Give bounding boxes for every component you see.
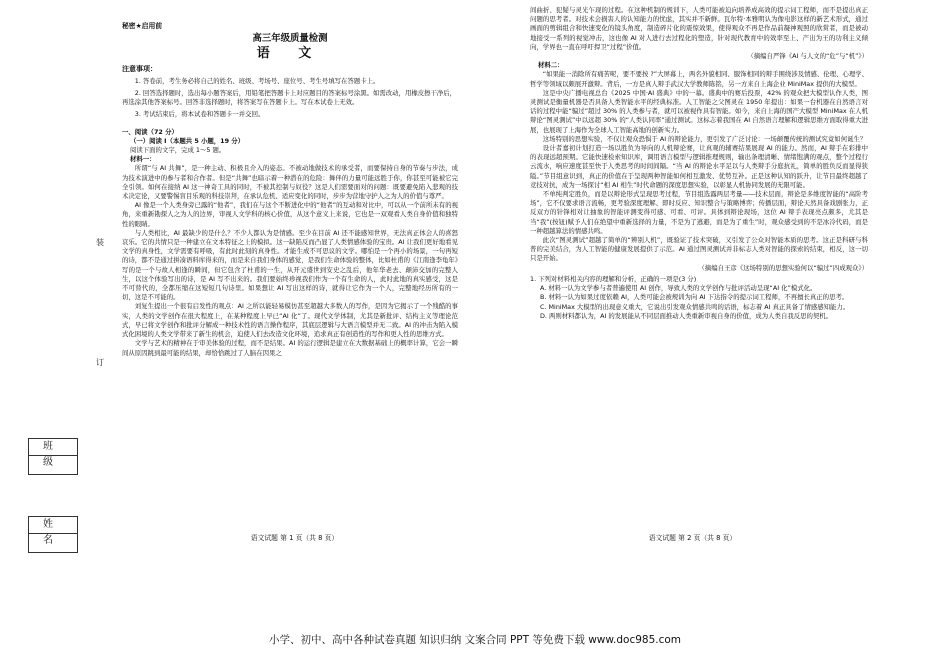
passage-paragraph: 与人类相比，AI 最缺少的是什么？不少人都认为是情感。至少在目前 AI 还不能感知世界，无法真正体会人的喜怒哀乐。它的共情只是一种建立在文本特征之上的模拟。这一缺陷反而凸显了人类情感体验的宝贵。AI 让我们更好地看见文学的真身性，文学需要有呼吸，有此时此刻的真身性。才能生成不可思议的文学。哪怕是一个再小的场景，一句再短的诗，都不是通过拼凑语料库得来的，而是来自我们身体的感觉，是我们生命体验的整体，比如杜甫的《江南逢李龟年》写的是一个与故人相逢的瞬间，但它包含了杜甫的一生，从开元盛世到安史之乱后，他年华老去、颠沛交加的完整人生，以这个体验写出的诗，是 AI 写不出来的。我们要始终珍视我们作为一个有生命的人，此时此地的真实感受，这是不可替代的，全都压缩在这短短几句诗里。如果想让 AI 写出这样的诗，就得让它作为一个人，完整地经历所有的一切，这是不可能的。 bbox=[122, 228, 458, 302]
passage-paragraph: “如果能一消除所有痛苦呢，要不要按 ?”大屏幕上，两名外貌相同、服饰相同的辩手围绕涉及情感、伦理、心理学、哲学等领域以颇展开激辩。背后，一方是真人辩手武汉大学教师陈铭，另一方来自上海企业 MiniMax 提供的大模型。 bbox=[530, 70, 868, 88]
passage-paragraph: 此次“图灵测试”超越了简单的“辨别人机”，既验证了技术突破，又引发了公众对智能本质的思考。这正是科研与科普的完美结合，为人工智能的健康发展提供了示范。AI 通过图灵测试并非标志人类对智能的探索的结束，相反，这一切只是开始。 bbox=[530, 236, 868, 263]
class-box bbox=[28, 438, 78, 475]
passage-paragraph: 刘复生提出一个很有启发性的观点：AI 之所以能轻易模仿甚至超越大多数人的写作，是因为它揭示了一个残酷的事实，人类的文学创作在很大程度上，在某种程度上早已“AI 化”了。现代文学体制，尤其是新批评、结构主义等理论范式，早已将文学创作和批评分解成一种技术性的语言操作程序，其底层逻辑与大语言模型并无二致。AI 的冲击为陷入模式化困境的人类文学带来了新生的机会，迫使人们去改造文化环境，追求真正有创造性的写作和更人性的思维方式。 bbox=[122, 302, 458, 339]
name-label: 姓 名 bbox=[29, 517, 77, 534]
class-label: 班 级 bbox=[29, 439, 77, 456]
section-heading: 一、阅读（72 分） bbox=[122, 127, 178, 136]
exam-page-2 bbox=[475, 0, 950, 625]
instruction-text: 阅读下面的文字，完成 1～5 题。 bbox=[130, 146, 226, 155]
passage-paragraph: 间曲折、犯疑与灵光乍现的过程。在这种机制的规训下，人类可能被迫向培养成高效的提示词工程师，而不是提出真正问题的思考者。对技术会损害人的认知能力的忧虑，其实并不新鲜。瓦尔特·本雅明认为像电影这样的新艺术形式，通过画面的剪辑组合和快速变化的镜头角度，制造碎片化的震惊效果，使得观众不再是作品前凝神观照的欣赏者，而是被动地接受一系列的视觉冲击，这也像 AI 对人进行去过程化的塑造，针对现代教育中的效率至上、产出为王的功利主义倾向，学界也一直在呼吁捍卫“过程”价值。 bbox=[530, 6, 868, 51]
passage-paragraph: 文学与艺术的精神在于审美体验的过程，而不是结果。AI 的运行逻辑是建立在大数据基础上的概率计算，它会一瞬间从原因跳到最可能的结果，却恰恰跳过了人脑在因果之 bbox=[122, 339, 458, 357]
option-a: A. 材料一认为文学参与者普遍使用 AI 创作，导致人类的文学创作与批评活动呈现“AI 化”模式化。 bbox=[540, 284, 817, 293]
passage-paragraph: 这场特别的思想实验，不仅让观众恐惧于 AI 的辩论能力，更引发了广泛讨论：一场颠覆传统的测试究竟如何诞生？ bbox=[542, 134, 867, 143]
option-c: C. MiniMax 大模型的出现意义重大，它说出引发观众情感共鸣的话语，标志着 AI 真正具备了情感感知能力。 bbox=[540, 302, 850, 311]
notice-item: 2. 回答选择题时，选出每小题答案后，用铅笔把答题卡上对应题目的答案标号涂黑。如需改动，用橡皮擦干净后，再选涂其他答案标号。回答非选择题时，将答案写在答题卡上。写在本试卷上无效。 bbox=[122, 89, 457, 107]
notice-item: 3. 考试结束后，将本试卷和答题卡一并交回。 bbox=[134, 110, 265, 119]
exam-title: 高三年级质量检测 bbox=[252, 33, 328, 45]
page-2-footer: 语文试题 第 2 页（共 8 页） bbox=[648, 534, 737, 542]
citation-1: （摘编自严锋《AI 与人文的“危”与“机”》） bbox=[747, 52, 868, 61]
citation-2: （摘编自王彦《这场特别的思想实验何以“骗过”四成观众》） bbox=[698, 263, 868, 272]
option-d: D. 两则材料都认为，AI 的发展能从不同层面推动人类重新审视自身的价值，成为人类自我反思的契机。 bbox=[540, 311, 833, 320]
passage-paragraph: 设计者嘉初计划打造一场以胜负为导向的人机辩论赛，让真观的辅赛结果展现 AI 的能力。然而，AI 辩手在彩排中的表现远超预期。它能快速检索知识库，调用语言模型与逻辑推理规则，输出条理清晰、情绪饱满的观点，整个过程行云流水，响应速度甚至快于人类思考的时间间隔。“当 AI 的辩论水平足以与人类辩手分庭抗礼，简单的胜负反而显得狭隘。”节目组意识到，真正的价值在于呈现两种智能如何相互激发、优势互补。正是这种认知的跃升，让节目最终超越了竞技对抗，成为一场探讨“相 AI 相生”时代命题的深度思想实验，以彰显人机协同发展的无限可能。 bbox=[530, 144, 868, 189]
page-1-footer: 语文试题 第 1 页（共 8 页） bbox=[250, 534, 339, 542]
notice-heading: 注意事项： bbox=[122, 64, 157, 73]
passage-paragraph: 所谓“与 AI 共舞”，是一种主动、积极且介入的姿态。不被动地做技术的承受者，而要保持自身的节奏与步法，成为技术演进中的参与者和合作者。但是“共舞”也暗示着一种潜在的危险：舞伴的力量可能远胜于你，你甚至可能被它完全引领。如何在接纳 AI 这一神奇工具的同时，不被其控制与奴役？这是人们需要面对的问题：既要避免陷入悲观的技术决定论，又要警惕盲目乐观的科技崇拜，在承认危机、适应变化的同时，步步为营地守护人之为人的价值与尊严。 bbox=[122, 164, 458, 201]
binding-margin bbox=[0, 0, 104, 625]
page-1-content bbox=[122, 22, 458, 358]
material-2-label: 材料二： bbox=[538, 61, 564, 70]
download-banner: 小学、初中、高中各种试卷真题 知识归纳 文案合同 PPT 等免费下载 www.doc985.com bbox=[268, 634, 682, 646]
secret-label: 秘密★启用前 bbox=[122, 22, 163, 30]
question-1: 1. 下列对材料相关内容的理解和分析，正确的一项是(3 分) bbox=[530, 274, 697, 283]
page-2-content bbox=[530, 6, 868, 321]
subsection-heading: （一）阅读 I（本题共 5 小题，19 分） bbox=[130, 136, 245, 145]
subject-title: 语 文 bbox=[256, 46, 324, 62]
exam-page-1 bbox=[0, 0, 475, 625]
passage-paragraph: 这是中央广播电视总台《2025 中国·AI 盛典》中的一幕。盛典中的赛后投票，42% 的观众把大模型认作人类，图灵测试是衡量机器是否具备人类智能水平的经典标准。人工智能之父图灵在 1950 年提出：如果一台机器在自然语言对话的过程中能“骗过”超过 30% 的人类参与者，就可以被视作具有智能。如今，来自上海的国产大模型 MiniMax 在人机辩论“图灵测试”中以远超 30% 的“人类认同率”通过测试。这标志着我国在 AI 自然语言理解和逻辑思维方面取得重大进展，也展现了上海作为全球人工智能高地的创新实力。 bbox=[530, 88, 868, 134]
notice-item: 1. 答卷前，考生务必将自己的姓名、班级、考场号、座位号、考生号填写在答题卡上。 bbox=[134, 76, 380, 85]
passage-paragraph: 不单纯判定胜负，而是以辩论形式呈现思考过程，节目组选露两层考量——技术层面，辩论是多维度智能的“高阶考场”，它不仅要求语言流畅，更考验深度理解、即时反应、知识整合与策略博弈；传播层面，辩论天然具备戏剧张力，正反双方的针锋相对让抽象的智能评测变得可感、可看、可评。具体到辩论现场，这位 AI 辩手表现亮点颇多，尤其是当“我”(按钮)赋予人们在绝望中重新选择的力量，不是为了逃避，而是为了重生”时，观众感受到的不是冰冷代码，而是一种超越算法的情感共鸣。 bbox=[530, 190, 868, 235]
binding-mark-ding: 订 bbox=[96, 358, 104, 367]
option-b: B. 材料一认为如果过度依赖 AI，人类可能会被规训为向 AI 下达指令的提示词工程师，不再擅长真正的思考。 bbox=[540, 293, 849, 302]
binding-mark-zhuang: 装 bbox=[96, 238, 104, 247]
passage-paragraph: AI 像是一个人类身旁已露的“他者”，我们在与这个不断进化中的“他者”的互动和对比中，可以从一个前所未有的视角，来重新勘探人之为人的边界，审视人文学科的核心价值，从这个意义上来说，它也是一双观看人类自身价值和独特性的眼睛。 bbox=[122, 201, 458, 228]
material-1-label: 材料一： bbox=[130, 155, 156, 164]
